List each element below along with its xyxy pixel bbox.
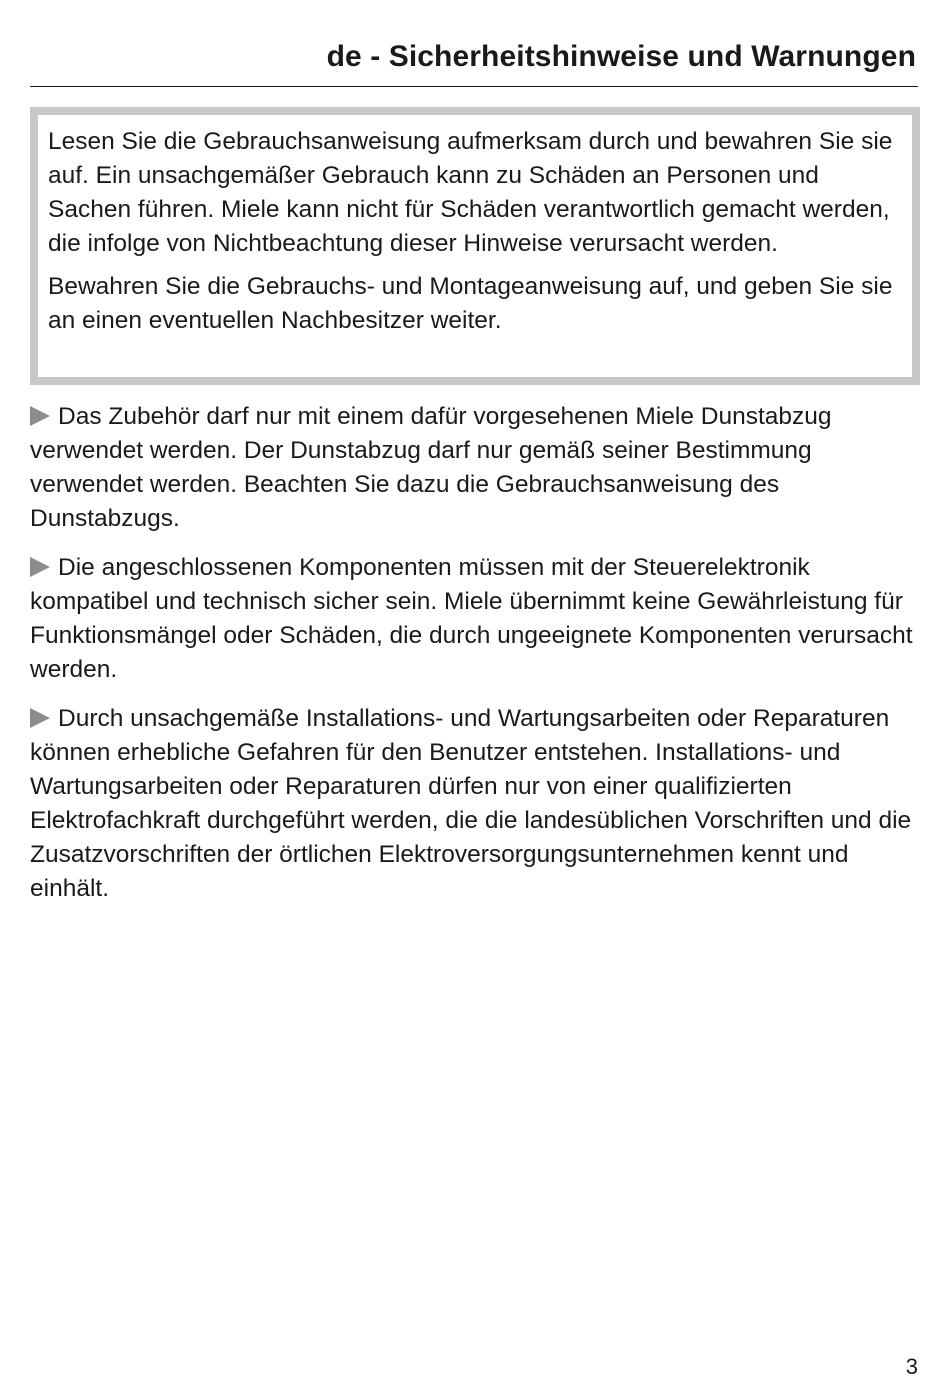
warning-text: Die angeschlossenen Komponenten müssen mit der Steuerelektronik kompatibel und technisch sicher sein. Miele übernimmt keine Gewährleistung für Funktionsmängel oder Schäden, die durch ungeeignete Komponenten verursacht werden. <box>30 554 913 683</box>
page-title: de - Sicherheitshinweise und Warnungen <box>326 40 916 73</box>
notice-paragraph: Lesen Sie die Gebrauchsanweisung aufmerksam durch und bewahren Sie sie auf. Ein unsachgemäßer Gebrauch kann zu Schäden an Personen und Sachen führen. Miele kann nicht für Schäden verantwortlich gemacht werden, die infolge von Nichtbeachtung dieser Hinweise verursacht werden. <box>48 128 893 257</box>
notice-content <box>48 125 908 373</box>
notice-paragraph: Bewahren Sie die Gebrauchs- und Montageanweisung auf, und geben Sie sie an einen eventuellen Nachbesitzer weiter. <box>48 273 893 334</box>
page-header <box>30 38 918 87</box>
warning-item <box>30 400 918 536</box>
warning-item <box>30 551 918 687</box>
triangle-bullet-icon <box>30 557 50 577</box>
notice-box <box>30 107 920 385</box>
warning-list <box>30 400 918 921</box>
page-number: 3 <box>905 1354 918 1379</box>
triangle-bullet-icon <box>30 708 50 728</box>
warning-text: Durch unsachgemäße Installations- und Wartungsarbeiten oder Reparaturen können erhebliche Gefahren für den Benutzer entstehen. Installations- und Wartungsarbeiten oder Reparaturen dürfen nur von einer qualifizierten Elektrofachkraft durchgeführt werden, die die landesüblichen Vorschriften und die Zusatzvorschriften der örtlichen Elektroversorgungsunternehmen kennt und einhält. <box>30 705 912 902</box>
warning-item <box>30 702 918 906</box>
warning-text: Das Zubehör darf nur mit einem dafür vorgesehenen Miele Dunstabzug verwendet werden. Der Dunstabzug darf nur gemäß seiner Bestimmung verwendet werden. Beachten Sie dazu die Gebrauchsanweisung des Dunstabzugs. <box>30 403 832 532</box>
triangle-bullet-icon <box>30 406 50 426</box>
